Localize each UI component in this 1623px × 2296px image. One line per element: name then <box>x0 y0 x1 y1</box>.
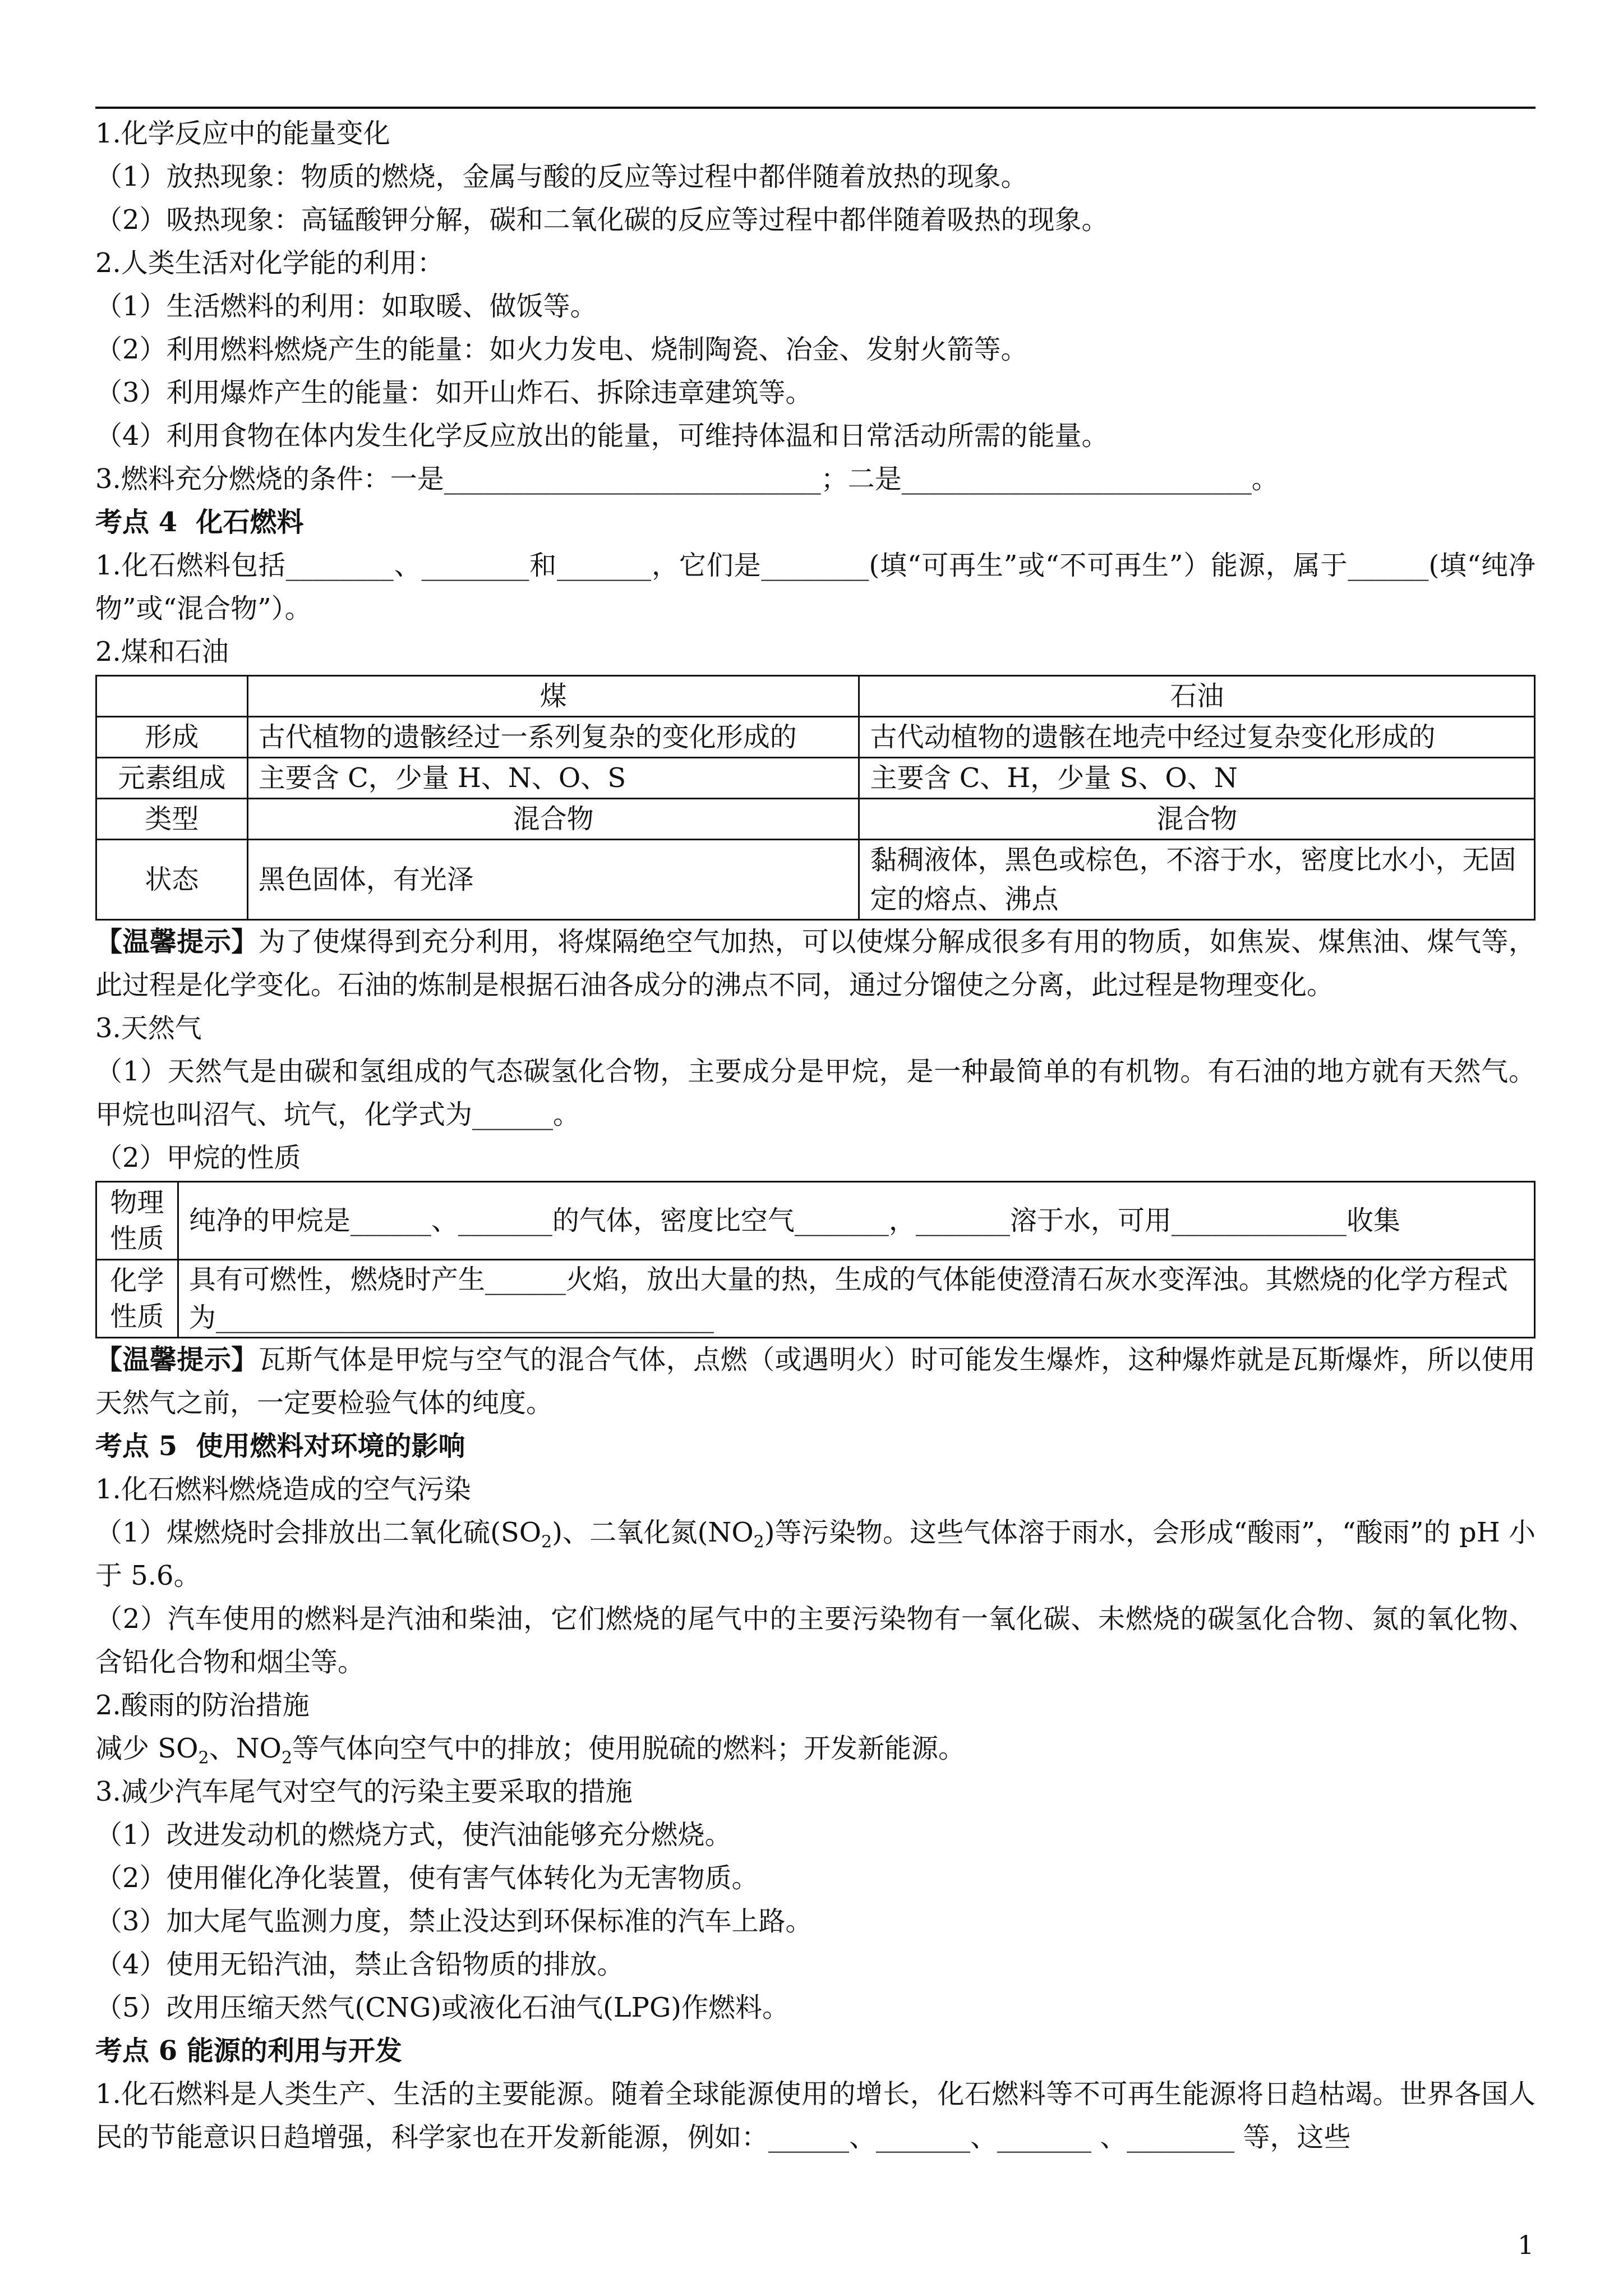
text-line: （2）利用燃料燃烧产生的能量：如火力发电、烧制陶瓷、冶金、发射火箭等。 <box>95 334 1028 365</box>
table-cell: 具有可燃性，燃烧时产生______火焰，放出大量的热，生成的气体能使澄清石灰水变浑浊。其燃烧的化学方程式为_____________________________________ <box>178 1260 1534 1338</box>
text-line: （3）利用爆炸产生的能量：如开山炸石、拆除违章建筑等。 <box>95 377 813 408</box>
warm-tip-label: 【温馨提示】 <box>95 1344 259 1375</box>
table-cell: 主要含 C，少量 H、N、O、S <box>247 758 859 799</box>
subheading-natural-gas: 3.天然气 <box>95 1013 202 1044</box>
subscript: 2 <box>198 1748 209 1768</box>
text-car-pollution: （2）汽车使用的燃料是汽油和柴油，它们燃烧的尾气中的主要污染物有一氧化碳、未燃烧的碳氢化合物、氮的氧化物、含铅化合物和烟尘等。 <box>95 1603 1536 1678</box>
table-row <box>96 840 1535 920</box>
text-span: 等气体向空气中的排放；使用脱硫的燃料；开发新能源。 <box>292 1733 966 1764</box>
text-line: （4）利用食物在体内发生化学反应放出的能量，可维持体温和日常活动所需的能量。 <box>95 420 1109 452</box>
text-line: （2）使用催化净化装置，使有害气体转化为无害物质。 <box>95 1862 759 1894</box>
heading-kaodian-5: 考点 5 使用燃料对环境的影响 <box>95 1430 465 1462</box>
text-line: （1）放热现象：物质的燃烧，金属与酸的反应等过程中都伴随着放热的现象。 <box>95 161 1028 192</box>
warm-tip-text: 为了使煤得到充分利用，将煤隔绝空气加热，可以使煤分解成很多有用的物质，如焦炭、煤焦油、煤气等，此过程是化学变化。石油的炼制是根据石油各成分的沸点不同，通过分馏使之分离，此过程是物理变化。 <box>95 926 1536 1001</box>
subheading-air-pollution: 1.化石燃料燃烧造成的空气污染 <box>95 1474 471 1505</box>
table-cell: 古代植物的遗骸经过一系列复杂的变化形成的 <box>247 717 859 758</box>
fill-blank-fossil-fuels: 1.化石燃料包括________、________和_______，它们是________(填“可再生”或“不可再生”）能源，属于______(填“纯净物”或“混合物”）。 <box>95 550 1536 624</box>
table-cell: 主要含 C、H，少量 S、O、N <box>859 758 1535 799</box>
table-cell: 黑色固体，有光泽 <box>247 840 859 920</box>
table-row <box>96 1260 1535 1338</box>
subheading-exhaust-measures: 3.减少汽车尾气对空气的污染主要采取的措施 <box>95 1776 633 1807</box>
table-cell <box>96 676 248 717</box>
table-cell: 混合物 <box>859 799 1535 840</box>
subscript: 2 <box>541 1532 552 1552</box>
row-label-chemical: 化学性质 <box>96 1260 178 1338</box>
text-line: （4）使用无铅汽油，禁止含铅物质的排放。 <box>95 1949 624 1980</box>
table-header-oil: 石油 <box>859 676 1535 717</box>
warm-tip-gas <box>95 1338 1536 1425</box>
table-row <box>96 799 1535 840</box>
table-cell: 纯净的甲烷是______、_______的气体，密度比空气_______，_______溶于水，可用_____________收集 <box>178 1182 1534 1260</box>
table-row <box>96 1182 1535 1260</box>
subheading-coal-oil: 2.煤和石油 <box>95 636 229 668</box>
table-row <box>96 717 1535 758</box>
text-span: 减少 SO <box>95 1733 199 1764</box>
subheading-acid-rain: 2.酸雨的防治措施 <box>95 1690 310 1721</box>
text-natural-gas: （1）天然气是由碳和氢组成的气态碳氢化合物，主要成分是甲烷，是一种最简单的有机物。有石油的地方就有天然气。甲烷也叫沼气、坑气，化学式为______。 <box>95 1056 1536 1130</box>
text-line: （3）加大尾气监测力度，禁止没达到环保标准的汽车上路。 <box>95 1906 813 1937</box>
section-title-energy-change: 1.化学反应中的能量变化 <box>95 118 390 149</box>
text-span: )、二氧化氮(NO <box>552 1517 754 1548</box>
text-span: )等污染物。这些气体溶于雨水，会形成“酸雨”，“酸雨”的 pH 小于 5.6。 <box>95 1517 1536 1591</box>
coal-oil-table <box>95 675 1536 921</box>
text-line: （1）生活燃料的利用：如取暖、做饭等。 <box>95 291 597 322</box>
subscript: 2 <box>281 1748 293 1768</box>
heading-kaodian-6: 考点 6 能源的利用与开发 <box>95 2035 402 2067</box>
text-line: （2）吸热现象：高锰酸钾分解，碳和二氧化碳的反应等过程中都伴随着吸热的现象。 <box>95 204 1109 236</box>
table-header-row <box>96 676 1535 717</box>
fill-blank-combustion-conditions: 3.燃料充分燃烧的条件：一是____________________________；二是__________________________。 <box>95 463 1279 495</box>
row-label-physical: 物理性质 <box>96 1182 178 1260</box>
table-header-coal: 煤 <box>247 676 859 717</box>
table-cell: 混合物 <box>247 799 859 840</box>
text-line: （5）改用压缩天然气(CNG)或液化石油气(LPG)作燃料。 <box>95 1992 790 2023</box>
text-line: （1）改进发动机的燃烧方式，使汽油能够充分燃烧。 <box>95 1819 732 1851</box>
text-span: 、NO <box>209 1733 282 1764</box>
section-title-chemical-energy-use: 2.人类生活对化学能的利用： <box>95 247 444 279</box>
text-coal-pollution <box>95 1511 1536 1598</box>
document-body <box>95 112 1536 2159</box>
heading-kaodian-4: 考点 4 化石燃料 <box>95 507 304 538</box>
table-cell: 黏稠液体，黑色或棕色，不溶于水，密度比水小，无固定的熔点、沸点 <box>859 840 1535 920</box>
subscript: 2 <box>753 1532 764 1552</box>
row-label: 元素组成 <box>96 758 248 799</box>
warm-tip-label: 【温馨提示】 <box>95 926 259 958</box>
row-label: 形成 <box>96 717 248 758</box>
methane-properties-table <box>95 1181 1536 1338</box>
row-label: 状态 <box>96 840 248 920</box>
subheading-methane-properties: （2）甲烷的性质 <box>95 1142 301 1174</box>
table-row <box>96 758 1535 799</box>
text-span: （1）煤燃烧时会排放出二氧化硫(SO <box>95 1517 542 1548</box>
page-number: 1 <box>1518 2230 1534 2260</box>
row-label: 类型 <box>96 799 248 840</box>
warm-tip-text: 瓦斯气体是甲烷与空气的混合气体，点燃（或遇明火）时可能发生爆炸，这种爆炸就是瓦斯爆炸，所以使用天然气之前，一定要检验气体的纯度。 <box>95 1344 1536 1419</box>
table-cell: 古代动植物的遗骸在地壳中经过复杂变化形成的 <box>859 717 1535 758</box>
text-energy-development: 1.化石燃料是人类生产、生活的主要能源。随着全球能源使用的增长，化石燃料等不可再生能源将日趋枯竭。世界各国人民的节能意识日趋增强，科学家也在开发新能源，例如：______、_______、_______ 、________ 等，这些 <box>95 2078 1536 2153</box>
warm-tip-coal <box>95 921 1536 1007</box>
header-rule <box>95 107 1536 109</box>
text-acid-rain-measures <box>95 1727 1536 1770</box>
